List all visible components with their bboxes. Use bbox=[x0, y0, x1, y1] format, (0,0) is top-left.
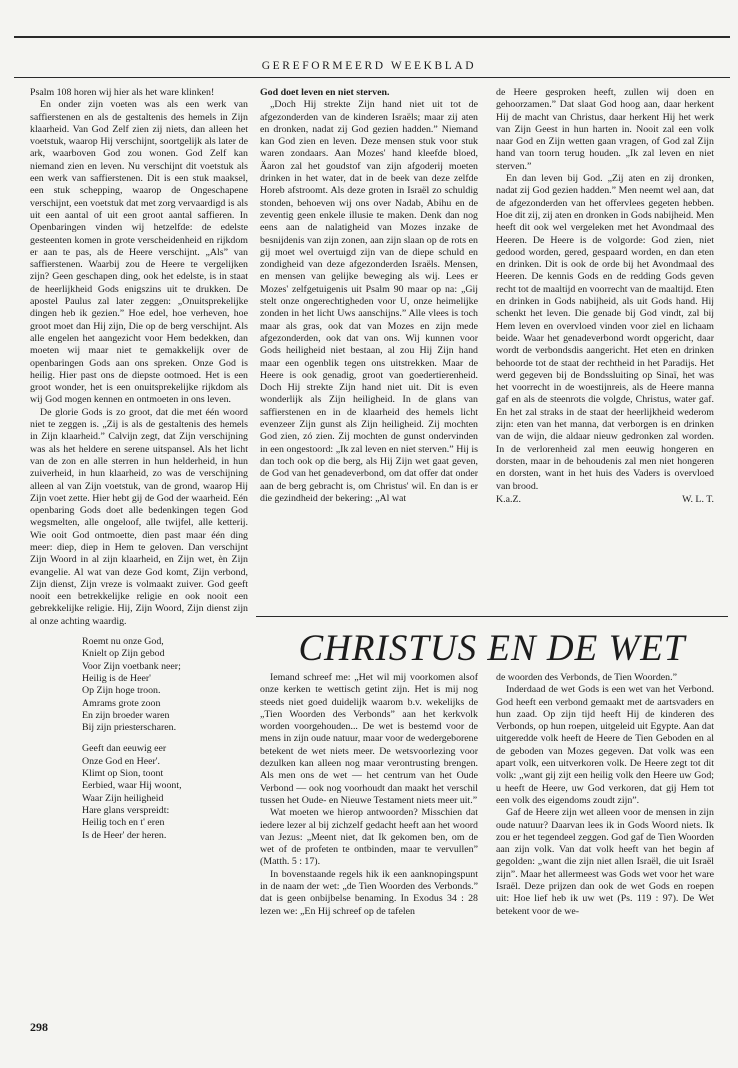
paragraph: En onder zijn voeten was als een werk van saffierstenen en als de gestaltenis des hemels in Zijn klaarheid. Van God Zelf zien zij niets, dan alleen het voetstuk, waarop Hij verschijnt, soortgelijk als later de ark, waarboven God zou wonen. God Zelf kan niemand zien en leven. Nu verschijnt dit voetstuk als een werk van saffierstenen. Dit is een stuk maaksel, een stuk schepping, waarop de Ongeschapene verschijnt, een voetstuk dat met zorg vervaardigd is als uit een aantal of uit een groot aantal saffieren. In Openbaringen vinden wij hetzelfde: de edelste gesteenten komen in grote verscheidenheid en rijkdom er aan te pas, als de Heere verschijnt. „Als” van saffierstenen. Waarbij zou de Heere te vergelijken zijn? Geen geschapen ding, ook het edelste, is in staat de heerlijkheid Gods enigszins uit te drukken. De apostel Paulus zal later zeggen: „Onuitsprekelijke dingen heb ik gezien.” Hoe edel, hoe verheven, hoe groot moet dan Hij zijn, Die op de berg verschijnt. Als alle engelen het aangezicht voor Hem bedekken, dan moeten wij maar niet te gemakkelijk over de openbaringen Gods aan ons spreken. Onze God is heilig. Hier past ons de diepste ootmoed. Het is een groot wonder, het is een onuitsprekelijke rijkdom als wij God mogen kennen en ontmoeten in ons leven. bbox=[30, 99, 248, 406]
poem-line: Roemt nu onze God, bbox=[82, 636, 164, 648]
signature-left: K.a.Z. bbox=[496, 493, 521, 505]
poem-line: Knielt op Zijn gebod bbox=[82, 648, 165, 660]
paragraph: En dan leven bij God. „Zij aten en zij dronken, nadat zij God gezien hadden.” Men neemt wel aan, dat de afgezonderden van het offervlees gegeten hebben. Hoe dit zij, zij aten en dronken in Gods nabijheid. Men heeft dit ook wel vergeleken met het Avondmaal des Heeren. De Heere is de volgorde: God zien, niet gedood worden, gered, gespaard worden, en dan eten en drinken. Dit is ook de orde bij het Avondmaal des Heeren. De kennis Gods en de redding Gods geven recht tot de maaltijd en voorrecht van de maaltijd. Eten en drinken in Gods nabijheid, als uit Gods hand. Hij schenkt het leven. Die genade bij God vindt, zal bij Hem leven en overvloed vinden voor ziel en lichaam beide. Waar het genadeverbond wordt opgericht, daar wordt de verbondsdis aangericht. Het eten en drinken behoorde tot de staat der rechtheid in het Paradijs. Het werd gegeven bij de Bondssluiting op Sinaï, het was het voorrecht in de woestijnreis, als de Heere manna gaf en als de steenrots die volgde, Christus, water gaf. En het zal straks in de staat der heerlijkheid wederom zijn: eten van het manna, dat verborgen is en drinken van de wijn, die aldaar nieuw gedronken zal worden. In de verlorenheid zal men eeuwig hongeren en dorsten, maar in de behoudenis zal men niet hongeren en dorsten, want in het huis des Vaders is overvloed van brood. bbox=[496, 173, 714, 492]
poem-line: Geeft dan eeuwig eer bbox=[82, 743, 167, 755]
signature-right: W. L. T. bbox=[682, 493, 714, 505]
paragraph: Gaf de Heere zijn wet alleen voor de mensen in zijn oude natuur? Daarvan lees ik in Gods Woord niets. Ik zou er het tegendeel zeggen. God gaf de Tien Woorden aan zijn volk. Van dat volk heeft van het begin af gegolden: „want die zijn niet allen Israël, die uit Israël zijn”. Maar het allermeest was Gods wet voor het ware Israël. Deze prijzen dan ook de wet Gods en roepen uit: Hoe lief heb ik uw wet (Ps. 119 : 97). De Wet betekent voor de we- bbox=[496, 807, 714, 917]
column-3 bbox=[496, 87, 714, 506]
poem-stanza bbox=[82, 743, 248, 841]
poem-line: Heilig toch en t' eren bbox=[82, 817, 165, 829]
paragraph: Wat moeten we hierop antwoorden? Misschien dat iedere lezer al bij zichzelf gedacht heeft aan het woord van Jezus: „Meent niet, dat Ik gekomen ben, om de wet of de profeten te ontbinden, maar te vervullen” (Matth. 5 : 17). bbox=[260, 807, 478, 868]
poem-line: Op Zijn hoge troon. bbox=[82, 685, 161, 697]
paragraph: Inderdaad de wet Gods is een wet van het Verbond. God heeft een verbond gemaakt met de aartsvaders en hun zaad. Op zijn tijd heeft Hij de kinderen des Verbonds, op hun roepen, uitgeleid uit Egypte. Aan dat uitgeredde volk heeft de Heere de Tien Geboden en al de geboden van Mozes gegeven. Dat volk was een apart volk, een uitverkoren volk. De Heere zegt tot dit volk: „want gij zijt een heilig volk den Heere uw God; u heeft de Heere, uw God verkoren, dat gij Hem tot een volk des eigendoms zoudt zijn”. bbox=[496, 684, 714, 806]
poem-line: Eerbied, waar Hij woont, bbox=[82, 780, 182, 792]
poem-line: Heilig is de Heer' bbox=[82, 672, 151, 684]
poem-line: Hare glans verspreidt: bbox=[82, 804, 170, 816]
running-header: GEREFORMEERD WEEKBLAD bbox=[261, 60, 477, 72]
poem-stanza bbox=[82, 636, 248, 734]
header-rule bbox=[14, 77, 730, 78]
article-column-b bbox=[496, 672, 714, 918]
poem-line: Klimt op Sion, toont bbox=[82, 768, 164, 780]
poem-line: Is de Heer' der heren. bbox=[82, 829, 167, 841]
signature-line bbox=[496, 494, 714, 506]
paragraph: Psalm 108 horen wij hier als het ware klinken! bbox=[30, 87, 215, 98]
article-rule bbox=[256, 616, 728, 617]
page-number: 298 bbox=[30, 1020, 48, 1034]
poem-line: Voor Zijn voetbank neer; bbox=[82, 660, 181, 672]
paragraph: In bovenstaande regels hik ik een aanknopingspunt in de naam der wet: „de Tien Woorden des Verbonds.” dat is geen onbijbelse benaming. In Exodus 34 : 28 lezen we: „En Hij schreef op de tafelen bbox=[260, 868, 478, 917]
poem-line: Bij zijn priesterscharen. bbox=[82, 722, 177, 734]
poem-line: Onze God en Heer'. bbox=[82, 755, 161, 767]
paragraph: de woorden des Verbonds, de Tien Woorden.” bbox=[496, 672, 677, 683]
top-rule bbox=[14, 36, 730, 38]
paragraph: Iemand schreef me: „Het wil mij voorkomen alsof onze kerken te wettisch getint zijn. Het is mij nog steeds niet goed duidelijk waarom b.v. wekelijks de „Tien Woorden des Verbonds” aan het kerkvolk worden voorgehouden... De wet is bestemd voor de mens in zijn oude natuur, maar voor de wedergeborene betekent de wet niets meer. De wetsvoorlezing voor dezulken kan alleen nog maar verontrusting brengen. Als men ons de wet — het centrum van het Oude Verbond — ook nog voorhoudt dan maakt het verschil tussen het Oude- en Nieuwe Testament niets meer uit.” bbox=[260, 672, 478, 806]
article-column-a bbox=[260, 672, 478, 918]
poem-line: Amrams grote zoon bbox=[82, 697, 161, 709]
paragraph: de Heere gesproken heeft, zullen wij doen en gehoorzamen.” Dat slaat God hoog aan, daar herkent Hij de macht van Christus, daar herkent Hij het werk van Zijn Geest in hun harten in. Nooit zal een volk naar God en Zijn wetten gaan vragen, of God zal Zijn hand van toorn terug houden. „Ik zal leven en niet sterven.” bbox=[496, 87, 714, 172]
column-1 bbox=[30, 87, 248, 851]
section-heading: God doet leven en niet sterven. bbox=[260, 87, 390, 98]
paragraph: De glorie Gods is zo groot, dat die met één woord niet te zeggen is. „Zij is als de gestaltenis des hemels in Zijn klaarheid.” Calvijn zegt, dat Zijn verschijning was als het heldere en serene uitspansel. Als het licht van de zon en alle sterren in hun helderheid, in hun zuiverheid, in hun klaarheid, zo was de verschijning alleen al van Zijn voetstuk, van de grond, waarop Hij Zijn voet zette. Hier hebt gij de God der waarheid. Eén openbaring Gods doet alle bedenkingen tegen God wegsmelten, alle ongeloof, alle twijfel, alle ketterij. Wie ooit God ontmoette, dien past maar één ding meer: diep, diep in Hem te geloven. Dan verschijnt Zijn Woord in al zijn klaarheid, en Zijn wet, èn Zijn evangelie. Al wat van deze God komt, Zijn verbond, Zijn dienst, Zijn vreze is volmaakt zuiver. God geeft nooit een betrekkelijke religie en ook nooit een gebrekkelijke religie. Hij, Zijn Woord, Zijn dienst zijn al onze achting waardig. bbox=[30, 406, 248, 627]
article-title: CHRISTUS EN DE WET bbox=[298, 628, 686, 669]
psalm-poem bbox=[82, 636, 248, 842]
paragraph: „Doch Hij strekte Zijn hand niet uit tot de afgezonderden van de kinderen Israëls; maar zij aten en dronken, nadat zij God gezien hadden.” Niemand kan God zien en leven. Deze mensen stuk voor stuk waren zondaars. Aan Mozes' hand kleefde bloed, Äaron zal het goudstof van zijn afgoderij moeten drinken in het water, dat in de beek van deze zelfde Horeb afstroomt. Als deze groten in Israël zo schuldig stonden, behoeven wij ons over Nadab, Abihu en de zeventig geen enkele illusie te maken. Denk dan nog eens aan de nalatigheid van Mozes inzake de besnijdenis van zijn zonen, aan zijn slaan op de rots en gij moet wel overtuigd zijn van de diepe schuld en zondigheid van deze afgezonderden Israëls. Mensen, en mensen van gelijke beweging als wij. Lees er Mozes' zelfgetuigenis uit Psalm 90 maar op na: „Gij stelt onze ongerechtigheden voor U, onze heimelijke zonden in het licht Uws aanschijns.” Alle vlees is toch maar als gras, ook dat van Mozes en zijn mede afgezonderden, ook dat van ons. Wij kunnen voor Gods heiligheid niet bestaan, al zou Hij Zijn hand maar een ogenblik tegen ons uitstrekken. Maar de Heere is ook genadig, groot van goedertierenheid. Doch Hij strekte Zijn hand niet uit. Dit is even wonderlijk als Zijn heiligheid. In de glans van saffierstenen en in de klaarheid des hemels licht evenzeer Zijn gunst als Zijn heiligheid. Zij mochten God zien, zó zien. Zij mochten de gunst ondervinden in een ongestoord: „Ik zal leven en niet sterven.” Hij is dan toch ook op die berg, als Hij Zijn wet gaat geven, de God van het genadeverbond, om dat offer dat onder aan de berg gebracht is, om Christus' wil. En dan is er die gezindheid der bekering: „Al wat bbox=[260, 99, 478, 504]
column-2 bbox=[260, 87, 478, 505]
poem-line: En zijn broeder waren bbox=[82, 709, 170, 721]
poem-line: Waar Zijn heiligheid bbox=[82, 792, 164, 804]
